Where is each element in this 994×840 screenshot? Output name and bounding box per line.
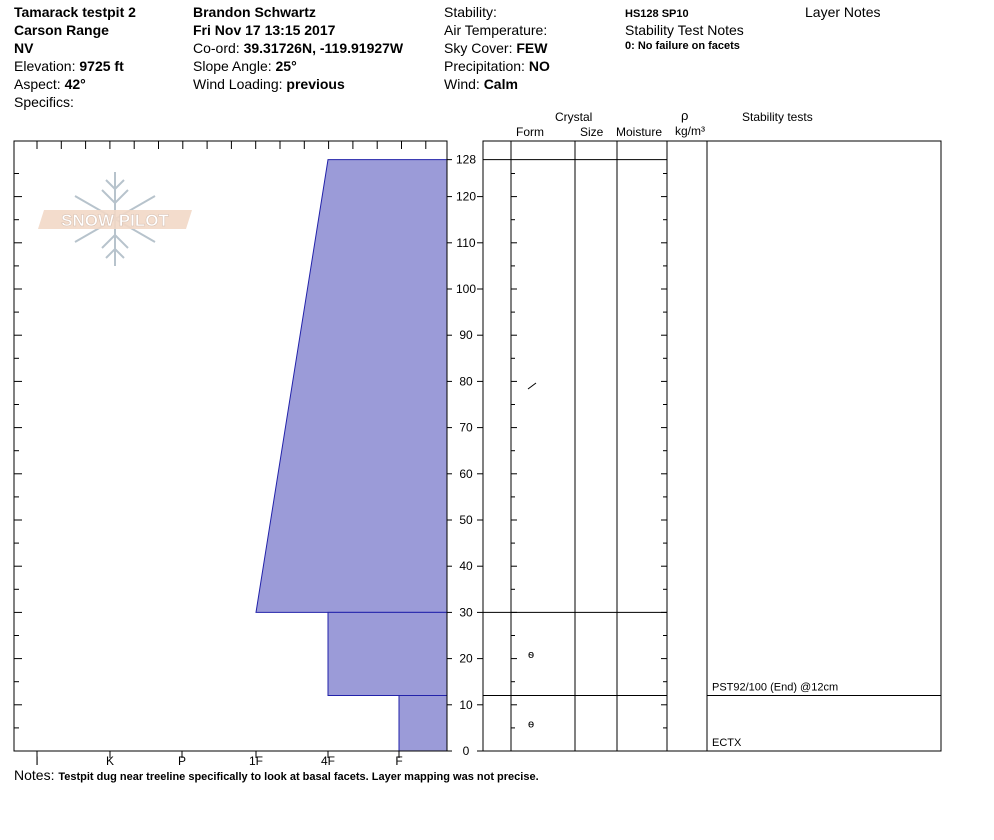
density-column-frame bbox=[667, 141, 707, 751]
crystal-symbols bbox=[528, 383, 536, 730]
stability-test-results bbox=[712, 682, 838, 749]
hs-sp: HS128 SP10 bbox=[625, 8, 689, 20]
height-tick-label: 10 bbox=[459, 697, 473, 712]
coord-value: 39.31726N, -119.91927W bbox=[243, 40, 404, 56]
stability-note: 0: No failure on facets bbox=[625, 40, 740, 52]
specifics-label: Specifics: bbox=[14, 94, 74, 110]
pit-name: Tamarack testpit 2 bbox=[14, 4, 136, 20]
chart-frames bbox=[14, 141, 941, 751]
layer-notes-title: Layer Notes bbox=[805, 4, 881, 20]
profile-layer-3 bbox=[399, 696, 447, 751]
stability-test-label: ECTX bbox=[712, 737, 742, 749]
stability-tests-header: Stability tests bbox=[742, 110, 813, 124]
stability-test-label: PST92/100 (End) @12cm bbox=[712, 681, 839, 694]
elevation-value: 9725 ft bbox=[79, 58, 124, 74]
logo-text: SNOW PILOT bbox=[61, 211, 169, 230]
wind-loading-label: Wind Loading: bbox=[193, 76, 283, 92]
height-tick-label: 100 bbox=[455, 282, 477, 296]
hardness-tick-label: K bbox=[105, 754, 115, 768]
crystal-symbol bbox=[528, 383, 536, 389]
crystal-symbol: ѳ bbox=[527, 648, 535, 661]
profile-layer-1 bbox=[256, 160, 447, 613]
coord-label: Co-ord: bbox=[193, 40, 240, 56]
height-tick-label: 50 bbox=[459, 513, 473, 527]
slope-label: Slope Angle: bbox=[193, 58, 272, 74]
notes-text: Testpit dug near treeline specifically to look at basal facets. Layer mapping was not precise. bbox=[58, 771, 539, 783]
snowpilot-logo bbox=[38, 172, 192, 266]
elevation-label: Elevation: bbox=[14, 58, 76, 74]
wind-loading-value: previous bbox=[286, 76, 345, 92]
form-header: Form bbox=[516, 125, 544, 139]
hardness-tick-label: 4F bbox=[320, 754, 336, 768]
height-tick-label: 20 bbox=[459, 651, 473, 666]
table-frame bbox=[483, 141, 941, 751]
density-rho-header: ρ bbox=[681, 108, 689, 123]
slope-value: 25° bbox=[275, 58, 297, 74]
aspect-label: Aspect: bbox=[14, 76, 61, 92]
height-tick-label: 90 bbox=[459, 328, 473, 343]
moisture-header: Moisture bbox=[616, 125, 663, 139]
height-tick-label: 110 bbox=[456, 235, 476, 250]
density-unit-header: kg/m³ bbox=[675, 124, 705, 138]
precip-label: Precipitation: bbox=[444, 58, 525, 74]
crystal-symbol: ѳ bbox=[527, 718, 535, 731]
height-tick-label: 70 bbox=[459, 420, 473, 435]
crystal-table bbox=[483, 141, 941, 751]
hardness-tick-label: P bbox=[177, 754, 187, 768]
observer-name: Brandon Schwartz bbox=[193, 4, 316, 20]
observation-datetime: Fri Nov 17 13:15 2017 bbox=[193, 22, 336, 38]
notes-label: Notes: bbox=[14, 767, 55, 783]
height-tick-label: 0 bbox=[462, 744, 470, 758]
stability-notes-title: Stability Test Notes bbox=[625, 22, 744, 38]
profile-layer-2 bbox=[328, 612, 447, 695]
height-tick-label: 80 bbox=[459, 374, 473, 389]
snow-height-label: 128 bbox=[455, 152, 477, 167]
hardness-tick-label: F bbox=[395, 754, 403, 768]
hardness-tick-label: I bbox=[35, 754, 39, 768]
hardness-profile bbox=[256, 160, 447, 751]
sky-label: Sky Cover: bbox=[444, 40, 513, 56]
air-temp-label: Air Temperature: bbox=[444, 22, 548, 38]
height-tick-label: 30 bbox=[459, 605, 473, 620]
height-tick-label: 60 bbox=[459, 466, 473, 481]
state-name: NV bbox=[14, 40, 34, 56]
crystal-header: Crystal bbox=[555, 110, 593, 124]
height-tick-label: 40 bbox=[459, 559, 473, 574]
height-tick-label: 120 bbox=[455, 189, 477, 204]
hardness-tick-label: 1F bbox=[248, 754, 264, 768]
precip-value: NO bbox=[528, 58, 550, 74]
wind-value: Calm bbox=[483, 76, 518, 92]
wind-label: Wind: bbox=[444, 76, 480, 92]
notes-row bbox=[14, 766, 539, 786]
range-name: Carson Range bbox=[14, 22, 109, 38]
size-header: Size bbox=[580, 125, 604, 139]
sky-value: FEW bbox=[516, 40, 548, 56]
stability-label: Stability: bbox=[444, 4, 497, 20]
aspect-value: 42° bbox=[64, 76, 86, 92]
